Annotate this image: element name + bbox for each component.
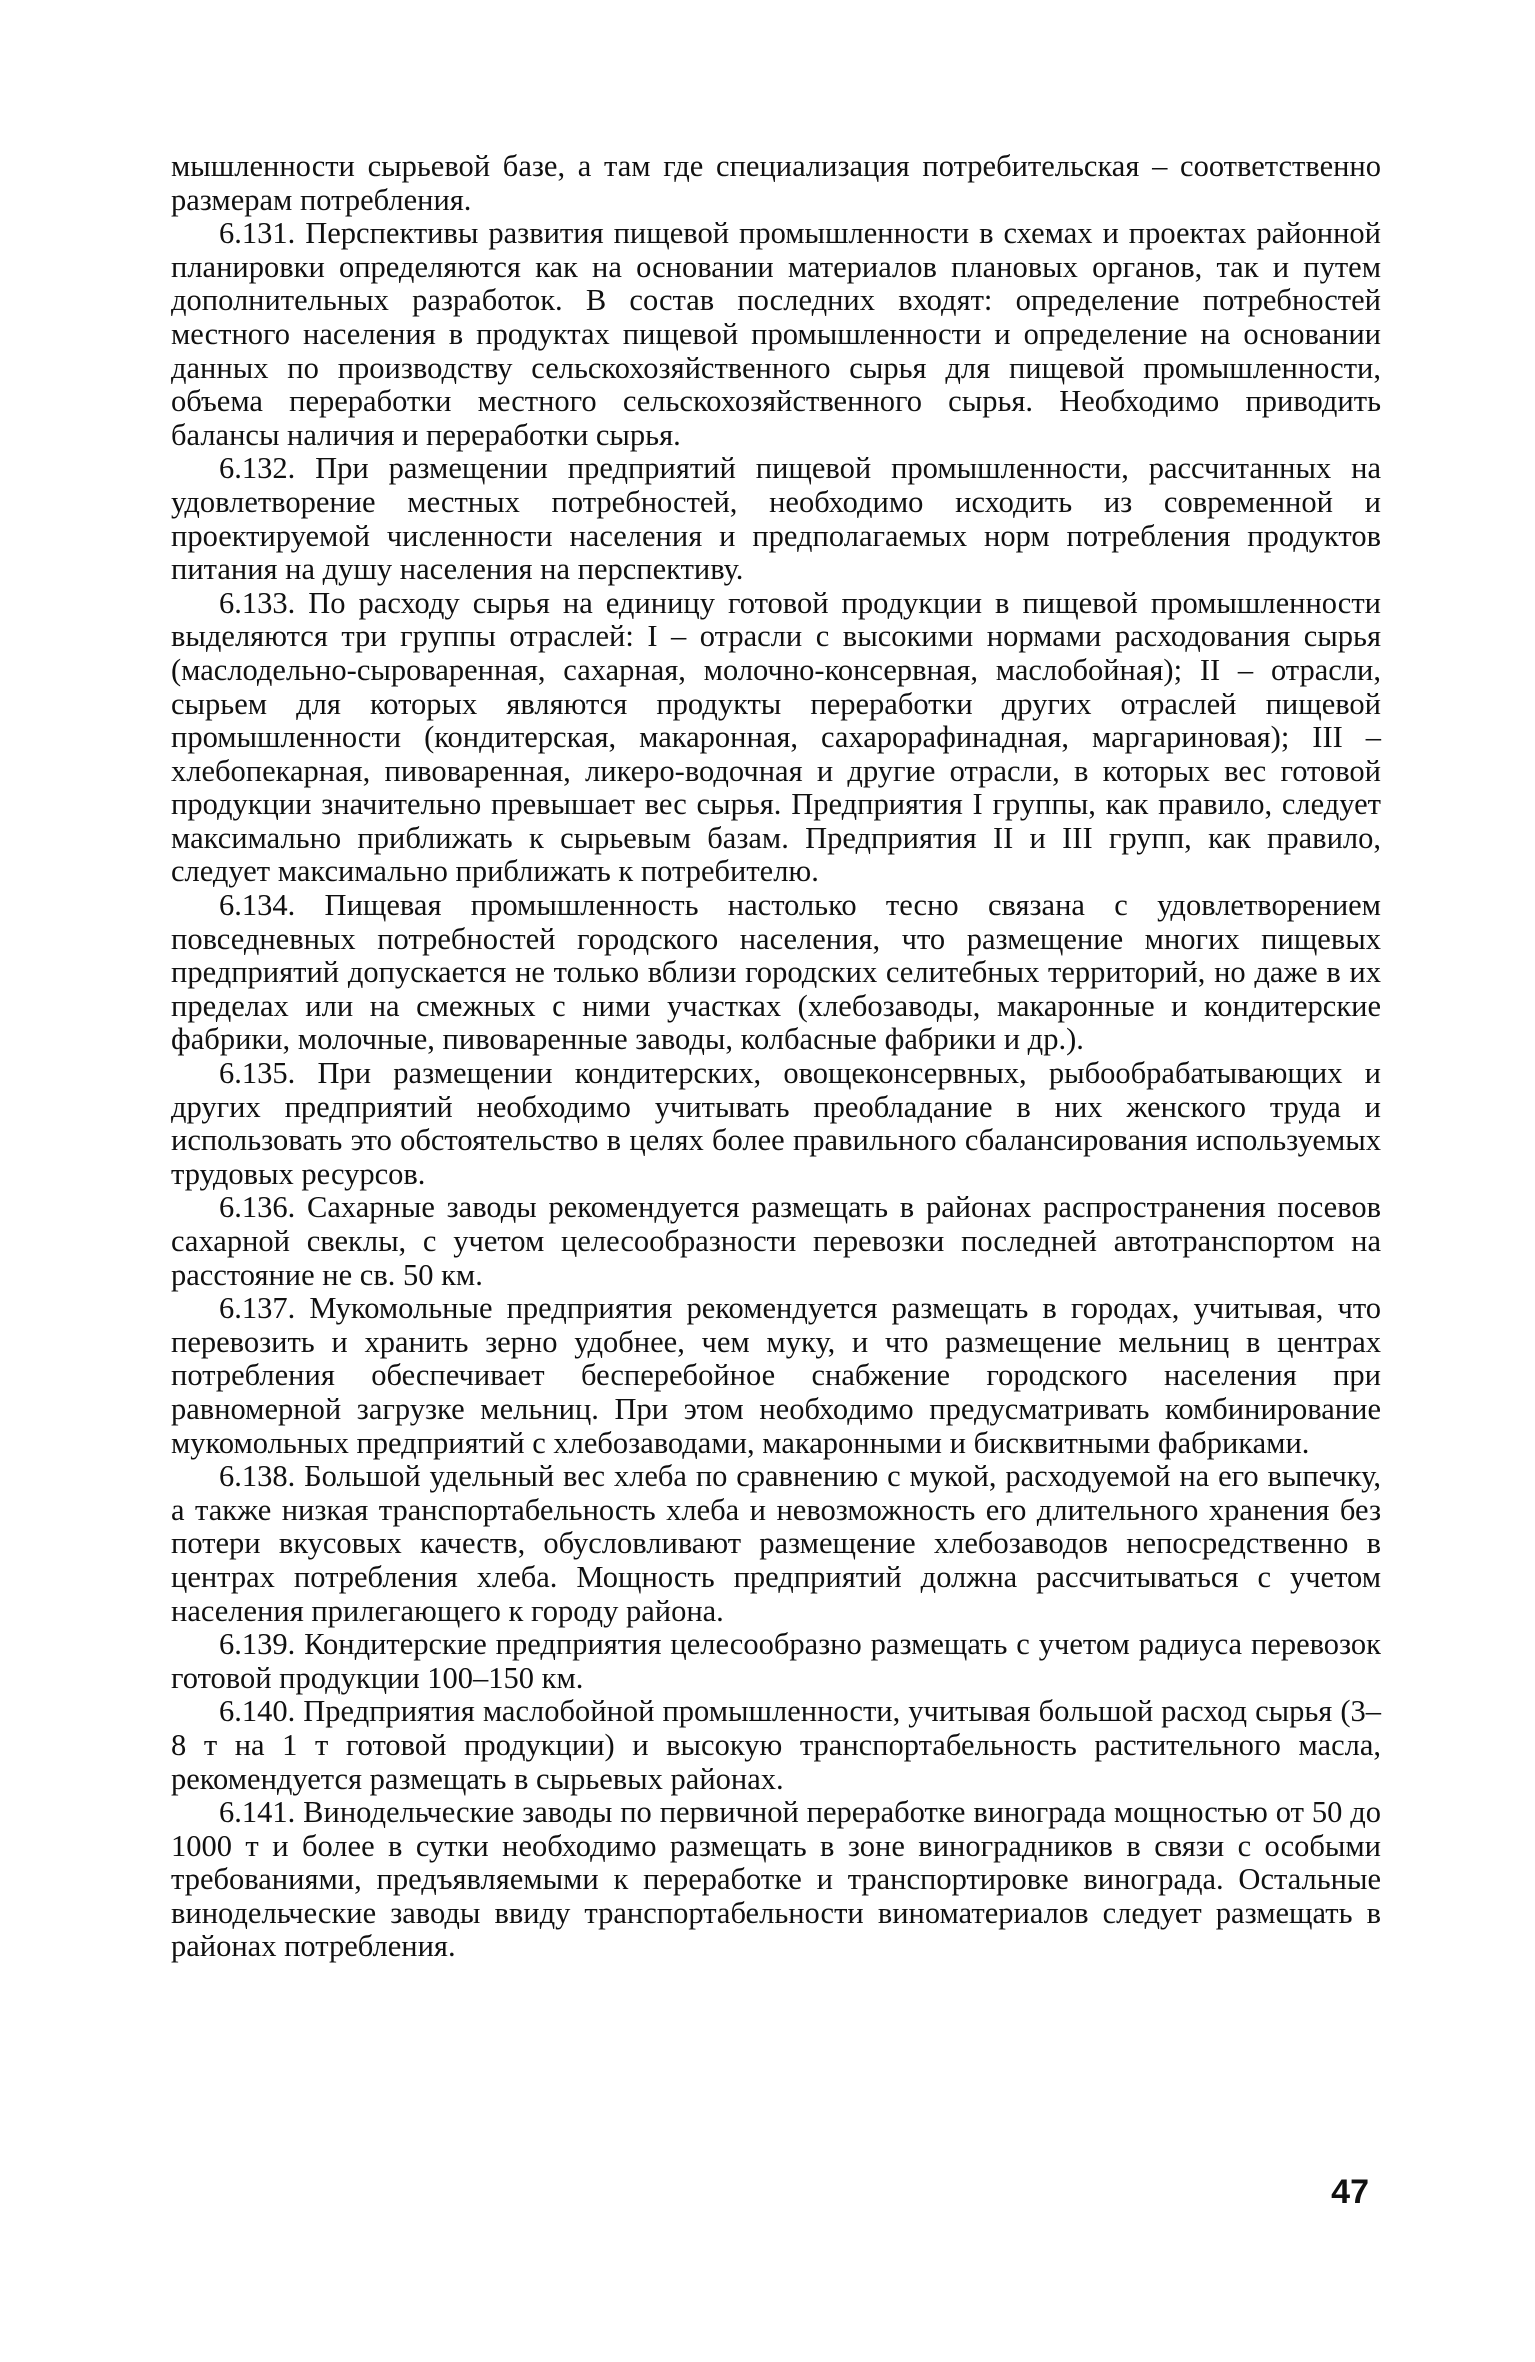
page-number: 47 — [1331, 2173, 1369, 2211]
paragraph-6-138: 6.138. Большой удельный вес хлеба по сравнению с мукой, расходуемой на его выпечку, а также низкая транспортабельность хлеба и невозможность его длительного хранения без потери вкусовых качеств, обусловливают размещение хлебозаводов непосредственно в центрах потребления хлеба. Мощность предприятий должна рассчитываться с учетом населения прилегающего к городу района. — [171, 1459, 1381, 1628]
paragraph-6-139: 6.139. Кондитерские предприятия целесообразно размещать с учетом радиуса перевозок готовой продукции 100–150 км. — [171, 1627, 1381, 1695]
paragraph-6-140: 6.140. Предприятия маслобойной промышленности, учитывая большой расход сырья (3–8 т на 1 т готовой продукции) и высокую транспортабельность растительного масла, рекомендуется размещать в сырьевых районах. — [171, 1694, 1381, 1796]
paragraph-6-133: 6.133. По расходу сырья на единицу готовой продукции в пищевой промышленности выделяются три группы отраслей: I – отрасли с высокими нормами расходования сырья (маслодельно-сыроваренная, сахарная, молочно-консервная, маслобойная); II – отрасли, сырьем для которых являются продукты переработки других отраслей пищевой промышленности (кондитерская, макаронная, сахарорафинадная, маргариновая); III – хлебопекарная, пивоваренная, ликеро-водочная и другие отрасли, в которых вес готовой продукции значительно превышает вес сырья. Предприятия I группы, как правило, следует максимально приближать к сырьевым базам. Предприятия II и III групп, как правило, следует максимально приближать к потребителю. — [171, 585, 1381, 889]
paragraph-6-135: 6.135. При размещении кондитерских, овощеконсервных, рыбообрабатывающих и других предприятий необходимо учитывать преобладание в них женского труда и использовать это обстоятельство в целях более правильного сбалансирования используемых трудовых ресурсов. — [171, 1056, 1381, 1191]
paragraph-6-134: 6.134. Пищевая промышленность настолько тесно связана с удовлетворением повседневных потребностей городского населения, что размещение многих пищевых предприятий допускается не только вблизи городских селитебных территорий, но даже в их пределах или на смежных с ними участках (хлебозаводы, макаронные и кондитерские фабрики, молочные, пивоваренные заводы, колбасные фабрики и др.). — [171, 888, 1381, 1057]
paragraph-6-136: 6.136. Сахарные заводы рекомендуется размещать в районах распространения посевов сахарной свеклы, с учетом целесообразности перевозки последней автотранспортом на расстояние не св. 50 км. — [171, 1190, 1381, 1292]
paragraph-6-141: 6.141. Винодельческие заводы по первичной переработке винограда мощностью от 50 до 1000 т и более в сутки необходимо размещать в зоне виноградников в связи с особыми требованиями, предъявляемыми к переработке и транспортировке винограда. Остальные винодельческие заводы ввиду транспортабельности виноматериалов следует размещать в районах потребления. — [171, 1795, 1381, 1964]
document-page — [171, 150, 1381, 1964]
paragraph-continuation: мышленности сырьевой базе, а там где специализация потребительская – соответственно размерам потребления. — [171, 149, 1381, 217]
paragraph-6-137: 6.137. Мукомольные предприятия рекомендуется размещать в городах, учитывая, что перевозить и хранить зерно удобнее, чем муку, и что размещение мельниц в центрах потребления обеспечивает бесперебойное снабжение городского населения при равномерной загрузке мельниц. При этом необходимо предусматривать комбинирование мукомольных предприятий с хлебозаводами, макаронными и бисквитными фабриками. — [171, 1291, 1381, 1460]
paragraph-6-131: 6.131. Перспективы развития пищевой промышленности в схемах и проектах районной планировки определяются как на основании материалов плановых органов, так и путем дополнительных разработок. В состав последних входят: определение потребностей местного населения в продуктах пищевой промышленности и определение на основании данных по производству сельскохозяйственного сырья для пищевой промышленности, объема переработки местного сельскохозяйственного сырья. Необходимо приводить балансы наличия и переработки сырья. — [171, 216, 1381, 452]
paragraph-6-132: 6.132. При размещении предприятий пищевой промышленности, рассчитанных на удовлетворение местных потребностей, необходимо исходить из современной и проектируемой численности населения и предполагаемых норм потребления продуктов питания на душу населения на перспективу. — [171, 451, 1381, 587]
